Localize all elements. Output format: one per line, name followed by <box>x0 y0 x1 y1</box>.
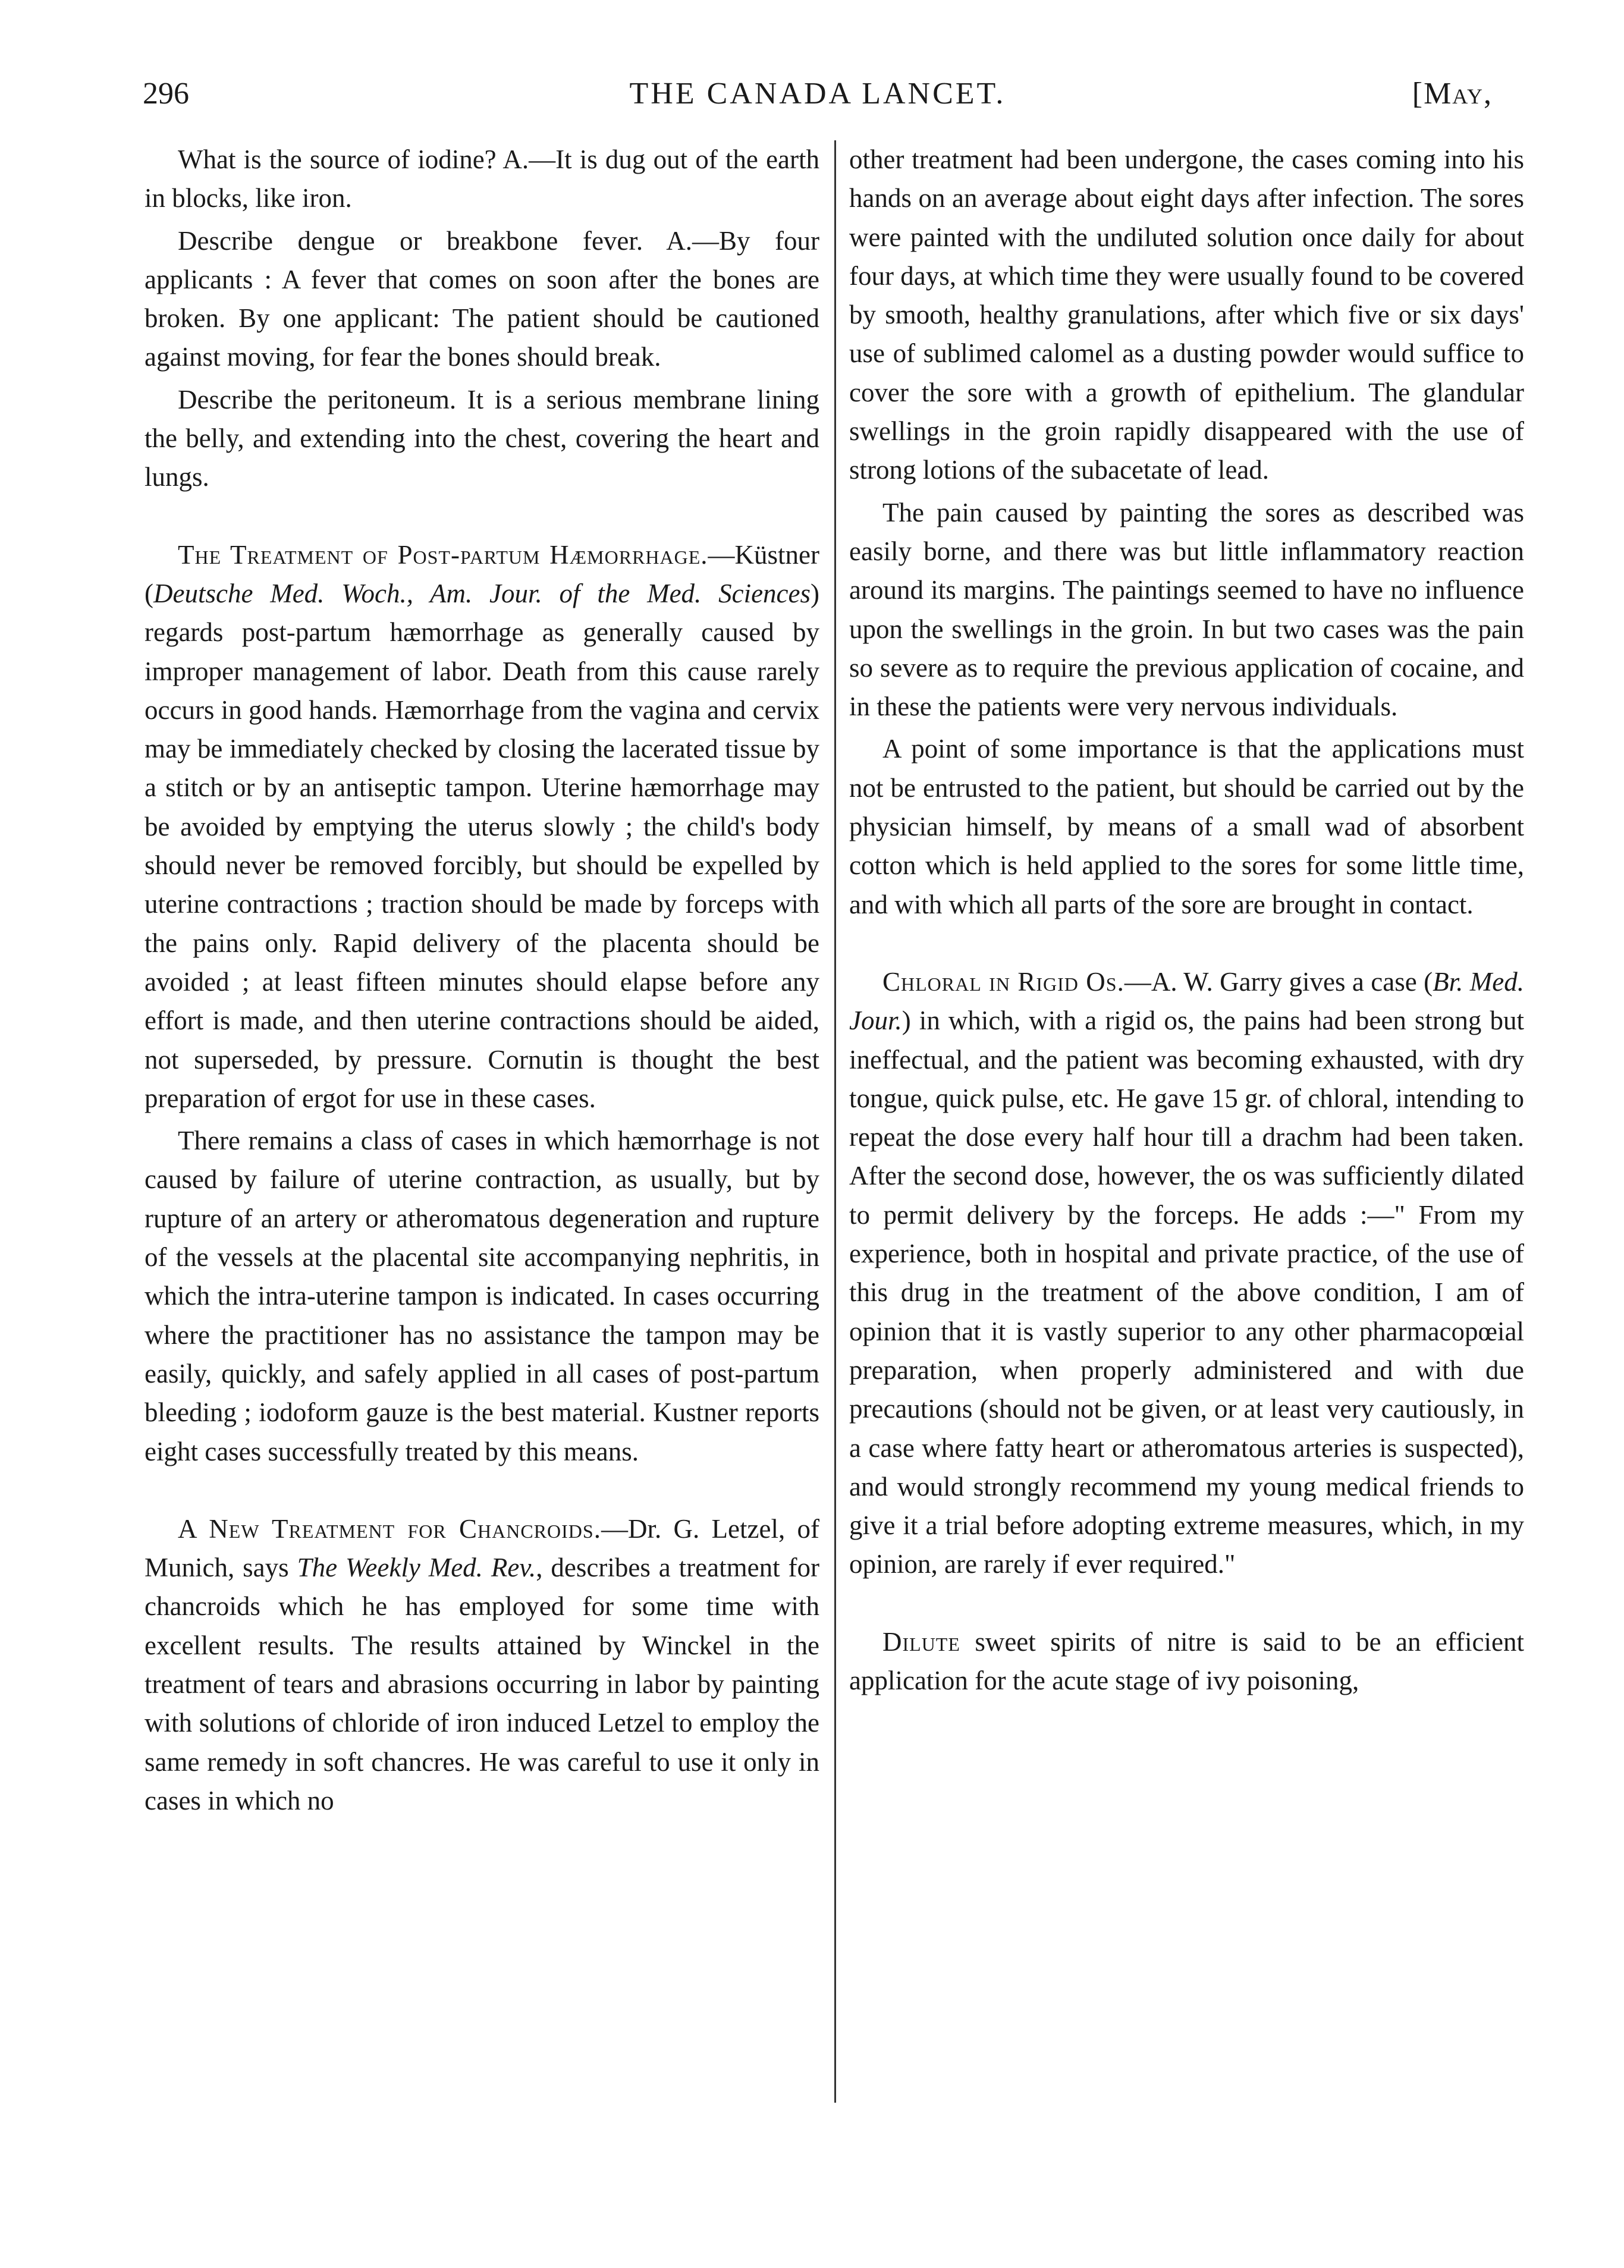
article-ivy-poisoning <box>849 1623 1524 1701</box>
paragraph-iodine: What is the source of iodine? A.—It is dug out of the earth in blocks, like iron. <box>145 145 819 213</box>
paragraph-pain: The pain caused by painting the sores as described was easily borne, and there was but little inflammatory reaction around its margins. The paintings seemed to have no influence upon the swellings in the groin. In but two cases was the pain so severe as to require the previous application of cocaine, and in these the patients were very nervous individuals. <box>849 497 1524 722</box>
article-text: ) regards post-partum hæmorrhage as generally caused by improper management of labor. Death from this cause rarely occurs in good hands. Hæmorrhage from the vagina and cervix may be immediately checked by closing the lacerated tissue by a stitch or by an antiseptic tampon. Uterine hæmorrhage may be avoided by emptying the uterus slowly ; the child's body should never be removed forcibly, but should be expelled by uterine contractions ; traction should be made by forceps with the pains only. Rapid delivery of the placenta should be avoided ; at least fifteen minutes should elapse before any effort is made, and then uterine contractions should be aided, not superseded, by pressure. Cornutin is thought the best preparation of ergot for use in these cases. <box>145 578 819 1113</box>
citation: The Weekly Med. Rev. <box>297 1553 536 1583</box>
article-chloral <box>849 963 1524 1584</box>
article-text: sweet spirits of nitre is said to be an efficient application for the acute stage of ivy poisoning, <box>849 1626 1524 1695</box>
left-column <box>145 140 819 2103</box>
paragraph-application: A point of some importance is that the applications must not be entrusted to the patient, but should be carried out by the physician himself, by means of a small wad of absorbent cotton which is held applied to the sores for some little time, and with which all parts of the sore are brought in contact. <box>849 734 1524 919</box>
article-text: , describes a treatment for chancroids which he has employed for some time with excellent results. The results attained by Winckel in the treatment of tears and abrasions occurring in labor by painting with solutions of chloride of iron induced Letzel to employ the same remedy in soft chancres. He was careful to use it only in cases in which no <box>145 1553 819 1815</box>
article-text: —A. W. Garry gives a case ( <box>1124 966 1433 997</box>
citation: Deutsche Med. Woch., Am. Jour. of the Med. Sciences <box>153 578 811 608</box>
article-text: —Küstner ( <box>145 539 819 608</box>
article-heading: Chloral in Rigid Os. <box>882 966 1124 997</box>
lead-word: Dilute <box>882 1626 960 1657</box>
page-number: 296 <box>143 77 189 111</box>
issue-month: [May, <box>1412 77 1493 111</box>
article-heading: The Treatment of Post-partum Hæmorrhage. <box>178 539 708 570</box>
article-text: ) in which, with a rigid os, the pains had been strong but ineffectual, and the patient was becoming exhausted, with dry tongue, quick pulse, etc. He gave 15 gr. of chloral, intending to repeat the dose every half hour till a drachm had been taken. After the second dose, however, the os was sufficiently dilated to permit delivery by the forceps. He adds :—" From my experience, both in hospital and private practice, of the use of this drug in the treatment of the above condition, I am of opinion that it is vastly superior to any other pharmacopœial preparation, when properly administered and with due precautions (should not be given, or at least very cautiously, in a case where fatty heart or atheromatous arteries is suspected), and would strongly recommend my young medical friends to give it a trial before adopting extreme measures, which, in my opinion, are rarely if ever required." <box>849 1006 1524 1579</box>
citation: Br. Med. Jour. <box>849 966 1524 1036</box>
column-divider <box>834 140 836 2103</box>
right-column <box>849 140 1524 2103</box>
article-chancroids <box>145 1510 819 1820</box>
journal-title: THE CANADA LANCET. <box>629 77 1006 111</box>
paragraph-chancroid-continued: other treatment had been undergone, the cases coming into his hands on an average about eight days after infection. The sores were painted with the undiluted solution once daily for about four days, at which time they were usually found to be covered by smooth, healthy granulations, after which five or six days' use of sublimed calomel as a dusting powder would suffice to cover the sore with a growth of epithelium. The glandular swellings in the groin rapidly disappeared with the use of strong lotions of the subacetate of lead. <box>849 145 1524 485</box>
article-post-partum-haemorrhage <box>145 536 819 1118</box>
paragraph-dengue: Describe dengue or breakbone fever. A.—By four applicants : A fever that comes on soon after the bones are broken. By one applicant: The patient should be cautioned against moving, for fear the bones should break. <box>145 225 819 372</box>
article-text: —Dr. G. Letzel, of Munich, says <box>145 1513 819 1583</box>
running-header <box>143 76 1493 130</box>
article-heading: A New Treatment for Chancroids. <box>178 1513 601 1544</box>
paragraph-peritoneum: Describe the peritoneum. It is a serious membrane lining the belly, and extending into the chest, covering the heart and lungs. <box>145 384 819 492</box>
paragraph-tampon: There remains a class of cases in which hæmorrhage is not caused by failure of uterine contraction, as usually, but by rupture of an artery or atheromatous degeneration and rupture of the vessels at the placental site accompanying nephritis, in which the intra-uterine tampon is indicated. In cases occurring where the practitioner has no assistance the tampon may be easily, quickly, and safely applied in all cases of post-partum bleeding ; iodoform gauze is the best material. Kustner reports eight cases successfully treated by this means. <box>145 1126 819 1466</box>
